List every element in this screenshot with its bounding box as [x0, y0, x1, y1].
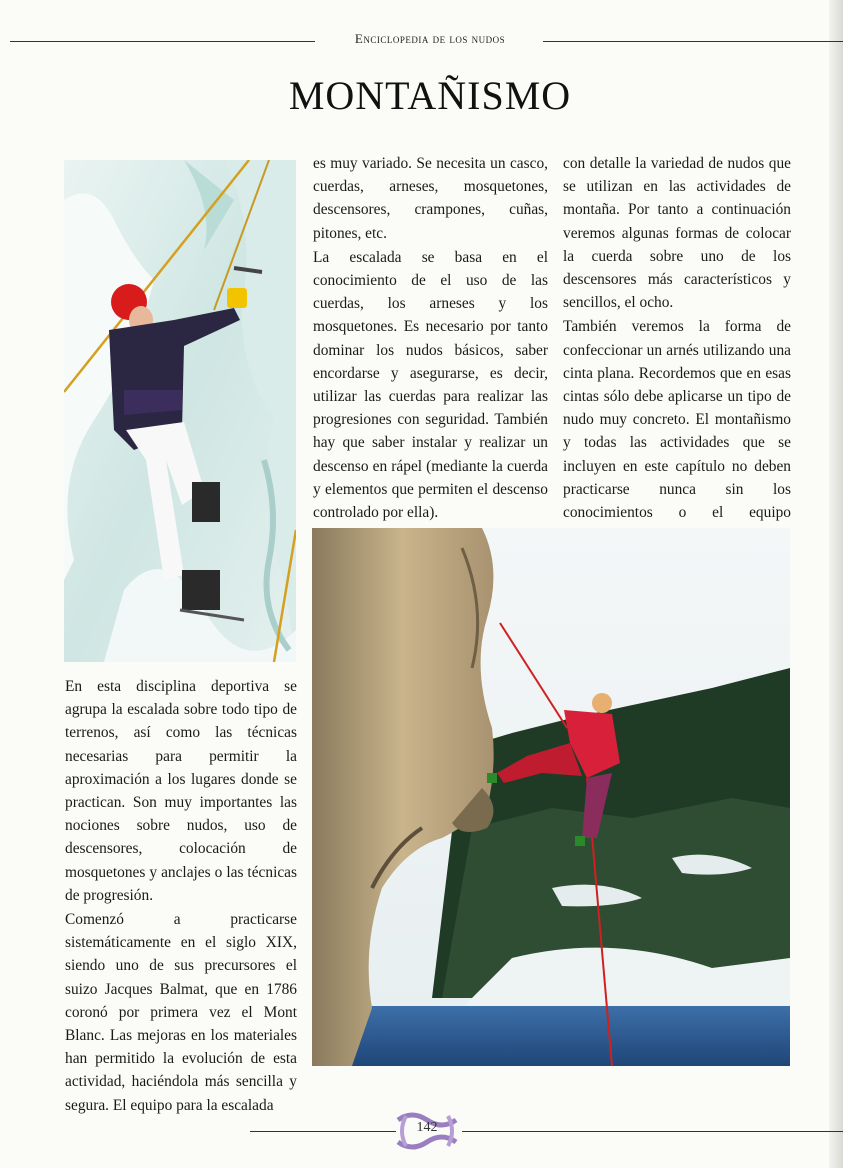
header-rule-right — [543, 41, 843, 42]
paragraph: Comenzó a practicarse sistemáticamente en el siglo XIX, siendo uno de sus precursores el suizo Jacques Balmat, que en 1786 coronó por primera vez el Mont Blanc. Las mejoras en los materiales han permitido la evolución de esta actividad, haciéndola más sencilla y segura. El equipo para la escalada — [65, 911, 297, 1114]
page-title: MONTAÑISMO — [288, 73, 572, 118]
footer-rule-left — [250, 1131, 396, 1132]
paragraph: En esta disciplina deportiva se agrupa la escalada sobre todo tipo de terrenos, así como las técnicas necesarias para permitir la aproximación a los lugares donde se practican. Son muy importantes las nociones sobre nudos, uso de descensores, colocación de mosquetones y anclajes o las técnicas de progresión. — [65, 678, 297, 904]
paragraph: La escalada se basa en el conocimiento de el uso de las cuerdas, los arneses y los mosquetones. Es necesario por tanto dominar los nudos básicos, saber encordarse y asegurarse, es decir, utilizar las cuerdas para realizar las progresiones con seguridad. También hay que saber instalar y realizar un descenso en rápel (mediante la cuerda y elementos que permiten el descenso controlado por ella). — [313, 248, 548, 522]
header-rule-left — [10, 41, 315, 42]
column-2 — [313, 152, 548, 549]
column-1 — [65, 675, 297, 1118]
rappel-lake-photo — [312, 528, 790, 1066]
column-3 — [563, 152, 791, 548]
page-number: 142 — [416, 1120, 438, 1135]
paragraph: es muy variado. Se necesita un casco, cuerdas, arneses, mosquetones, descensores, crampones, cuñas, pitones, etc. — [313, 155, 548, 242]
paragraph: También veremos la forma de confeccionar un arnés utilizando una cinta plana. Recordemos que en esas cintas sólo debe aplicarse un tipo de nudo muy concreto. El montañismo y todas las actividades que se incluyen en este capítulo no deben practicarse nunca sin los conocimientos o el equipo — [563, 318, 791, 522]
running-head: Enciclopedia de los nudos — [354, 31, 506, 46]
page-number-badge — [392, 1108, 462, 1154]
ice-climber-photo — [64, 160, 296, 662]
footer-rule-right — [462, 1131, 843, 1132]
paragraph: con detalle la variedad de nudos que se utilizan en las actividades de montaña. Por tanto a continuación veremos algunas formas de colocar la cuerda sobre uno de los descensores más característicos y sencillos, el ocho. — [563, 155, 791, 312]
page-edge — [829, 0, 843, 1168]
